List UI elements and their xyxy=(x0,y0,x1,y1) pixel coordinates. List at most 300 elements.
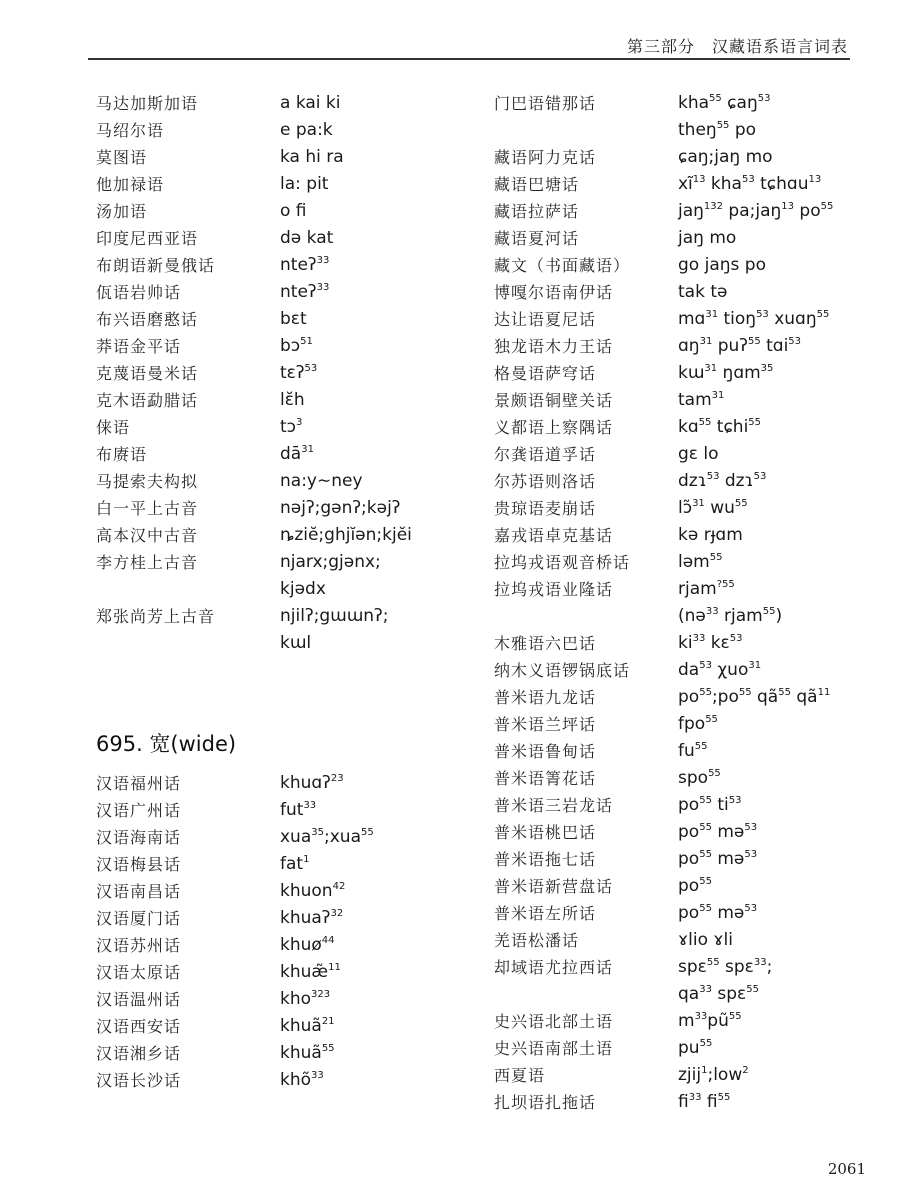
lexicon-entry xyxy=(96,905,476,932)
lexicon-entry xyxy=(494,954,864,981)
language-name: 景颇语铜壁关话 xyxy=(494,391,614,410)
language-name: 汉语广州话 xyxy=(96,801,182,820)
language-name: 俫语 xyxy=(96,418,131,437)
form-segment: tak tə xyxy=(678,282,728,302)
tone-superscript: 33 xyxy=(303,800,317,811)
lexicon-entry xyxy=(96,959,476,986)
form-segment: po xyxy=(794,201,821,221)
lexicon-entry xyxy=(96,932,476,959)
form-segment: xĩ xyxy=(678,174,693,194)
lexicon-entry xyxy=(494,1035,864,1062)
language-name: 普米语九龙话 xyxy=(494,688,597,707)
tone-superscript: 55 xyxy=(746,984,759,995)
language-name: 普米语新营盘话 xyxy=(494,877,614,896)
form-segment: nəjʔ;gənʔ;kəjʔ xyxy=(280,498,401,518)
word-form xyxy=(280,824,374,851)
language-name: 克木语勐腊话 xyxy=(96,391,199,410)
lexicon-entry xyxy=(494,684,864,711)
word-form xyxy=(678,630,742,657)
lexicon-entry xyxy=(96,198,476,225)
word-form xyxy=(678,117,756,144)
tone-superscript: 31 xyxy=(699,336,713,347)
language-name: 布朗语新曼俄话 xyxy=(96,256,216,275)
form-segment: o fi xyxy=(280,201,307,221)
language-name: 尔龚语道孚话 xyxy=(494,445,597,464)
word-form xyxy=(678,495,748,522)
tone-superscript: 55 xyxy=(699,795,712,806)
word-form xyxy=(678,927,733,954)
word-form xyxy=(678,225,736,252)
form-segment: tɕhɑu xyxy=(754,174,809,194)
language-name: 史兴语北部土语 xyxy=(494,1012,614,1031)
form-segment: jaŋ mo xyxy=(678,228,737,248)
word-form xyxy=(678,1089,730,1116)
word-form xyxy=(678,387,724,414)
form-segment: kə rɟɑm xyxy=(678,525,743,545)
word-form xyxy=(280,144,344,171)
language-name: 印度尼西亚语 xyxy=(96,229,199,248)
tone-superscript: 55 xyxy=(699,687,712,698)
word-form xyxy=(280,441,314,468)
tone-superscript: 55 xyxy=(699,903,712,914)
running-header: 第三部分 汉藏语系语言词表 xyxy=(626,37,848,56)
header-rule xyxy=(88,58,850,60)
form-segment: mə xyxy=(711,822,745,842)
form-segment: ; xyxy=(766,957,773,977)
form-segment: ki xyxy=(678,633,693,653)
lexicon-entry xyxy=(494,657,864,684)
lexicon-entry xyxy=(96,824,476,851)
word-form xyxy=(280,932,335,959)
tone-superscript: 33 xyxy=(753,957,767,968)
tone-superscript: 31 xyxy=(705,309,719,320)
word-form xyxy=(678,765,721,792)
language-name: 汉语海南话 xyxy=(96,828,182,847)
language-name: 格曼语萨穹话 xyxy=(494,364,597,383)
word-form xyxy=(678,90,770,117)
lexicon-entry xyxy=(494,279,864,306)
form-segment: mə xyxy=(711,849,745,869)
lexicon-entry xyxy=(96,770,476,797)
form-segment: na:y∼ney xyxy=(280,471,363,491)
language-name: 普米语兰坪话 xyxy=(494,715,597,734)
word-form xyxy=(280,90,340,117)
form-segment: mə xyxy=(711,903,745,923)
form-segment: də kat xyxy=(280,228,334,248)
tone-superscript: 55 xyxy=(709,93,722,104)
form-segment: fut xyxy=(280,800,304,820)
tone-superscript: 55 xyxy=(734,498,748,509)
word-form xyxy=(280,878,345,905)
tone-superscript: 55 xyxy=(728,1011,742,1022)
tone-superscript: 55 xyxy=(716,120,730,131)
language-name: 西夏语 xyxy=(494,1066,546,1085)
form-segment: puʔ xyxy=(712,336,748,356)
tone-superscript: 55 xyxy=(816,309,830,320)
form-segment: fi xyxy=(678,1092,689,1112)
lexicon-entry xyxy=(96,603,476,630)
word-form xyxy=(280,1040,335,1067)
form-segment: dā xyxy=(280,444,302,464)
form-segment: tɛʔ xyxy=(280,363,305,383)
form-segment: kho xyxy=(280,989,312,1009)
tone-superscript: 55 xyxy=(699,1038,713,1049)
word-form xyxy=(678,792,741,819)
word-form xyxy=(280,279,329,306)
word-form xyxy=(280,117,333,144)
tone-superscript: 55 xyxy=(699,822,712,833)
tone-superscript: 53 xyxy=(741,174,755,185)
word-form xyxy=(678,360,773,387)
lexicon-entry xyxy=(494,576,864,603)
form-segment: ) xyxy=(775,606,783,626)
form-segment: po xyxy=(678,687,700,707)
word-form xyxy=(678,711,718,738)
form-segment: kɯ xyxy=(678,363,705,383)
tone-superscript: 55 xyxy=(694,741,708,752)
language-name: 汤加语 xyxy=(96,202,148,221)
lexicon-entry xyxy=(96,414,476,441)
form-segment: tɕhi xyxy=(711,417,749,437)
tone-superscript: 55 xyxy=(762,606,776,617)
form-segment: bɛt xyxy=(280,309,307,329)
lexicon-entry xyxy=(494,765,864,792)
form-segment: rjam xyxy=(718,606,763,626)
form-segment: qã xyxy=(790,687,818,707)
left-column-entries xyxy=(96,90,476,657)
tone-superscript: 323 xyxy=(311,989,331,1000)
tone-superscript: 53 xyxy=(304,363,318,374)
tone-superscript: 53 xyxy=(756,309,769,320)
language-name: 普米语桃巴话 xyxy=(494,823,597,842)
tone-superscript: 55 xyxy=(706,957,720,968)
language-name: 郑张尚芳上古音 xyxy=(96,607,216,626)
tone-superscript: 55 xyxy=(699,876,712,887)
tone-superscript: 1 xyxy=(701,1065,708,1076)
language-name: 贵琼语麦崩话 xyxy=(494,499,597,518)
language-name: 史兴语南部土语 xyxy=(494,1039,614,1058)
language-name: 李方桂上古音 xyxy=(96,553,199,572)
tone-superscript: ?55 xyxy=(716,579,735,590)
language-name: 博嘎尔语南伊话 xyxy=(494,283,614,302)
tone-superscript: 53 xyxy=(744,822,758,833)
lexicon-entry xyxy=(494,333,864,360)
form-segment: tioŋ xyxy=(718,309,757,329)
word-form xyxy=(280,1067,324,1094)
form-segment: spo xyxy=(678,768,709,788)
language-name: 藏语夏河话 xyxy=(494,229,580,248)
lexicon-entry xyxy=(96,225,476,252)
form-segment: wu xyxy=(704,498,735,518)
wide-section-entries xyxy=(96,770,476,1094)
section-title: 695. 宽(wide) xyxy=(96,732,237,756)
word-form xyxy=(678,414,761,441)
language-name: 普米语左所话 xyxy=(494,904,597,923)
tone-superscript: 55 xyxy=(321,1043,335,1054)
form-segment: ɕaŋ;jaŋ mo xyxy=(678,147,773,167)
form-segment: tɔ xyxy=(280,417,297,437)
word-form xyxy=(678,954,772,981)
word-form xyxy=(678,468,766,495)
form-segment: pu xyxy=(678,1038,700,1058)
form-segment: kha xyxy=(705,174,742,194)
word-form xyxy=(280,198,307,225)
word-form xyxy=(678,900,757,927)
word-form xyxy=(280,468,363,495)
lexicon-entry xyxy=(494,711,864,738)
tone-superscript: 31 xyxy=(748,660,762,671)
form-segment: ɑŋ xyxy=(678,336,700,356)
language-name: 布赓语 xyxy=(96,445,148,464)
language-name: 普米语鲁甸话 xyxy=(494,742,597,761)
language-name: 拉坞戎语业隆话 xyxy=(494,580,614,599)
lexicon-entry xyxy=(96,1013,476,1040)
word-form xyxy=(678,549,722,576)
lexicon-entry xyxy=(494,792,864,819)
tone-superscript: 31 xyxy=(704,363,718,374)
language-name: 扎坝语扎拖话 xyxy=(494,1093,597,1112)
tone-superscript: 13 xyxy=(692,174,706,185)
form-segment: khuã xyxy=(280,1016,322,1036)
language-name: 嘉戎语卓克基话 xyxy=(494,526,614,545)
language-name: 他加禄语 xyxy=(96,175,165,194)
form-segment: da xyxy=(678,660,700,680)
language-name: 汉语温州话 xyxy=(96,990,182,1009)
word-form xyxy=(678,198,833,225)
form-segment: mɑ xyxy=(678,309,706,329)
form-segment: spɛ xyxy=(711,984,747,1004)
tone-superscript: 13 xyxy=(781,201,795,212)
language-name: 高本汉中古音 xyxy=(96,526,199,545)
word-form xyxy=(678,873,712,900)
form-segment: go jaŋs po xyxy=(678,255,766,275)
form-segment: po xyxy=(729,120,757,140)
word-form xyxy=(280,522,412,549)
tone-superscript: 31 xyxy=(692,498,705,509)
tone-superscript: 53 xyxy=(699,660,712,671)
form-segment: ləm xyxy=(678,552,710,572)
form-segment: kjədx xyxy=(280,579,326,599)
form-segment: po xyxy=(678,876,700,896)
form-segment: kɑ xyxy=(678,417,699,437)
lexicon-entry xyxy=(494,900,864,927)
tone-superscript: 55 xyxy=(748,417,762,428)
word-form xyxy=(280,603,388,630)
form-segment: khuæ̃ xyxy=(280,962,329,982)
tone-superscript: 53 xyxy=(753,471,767,482)
lexicon-entry xyxy=(494,738,864,765)
word-form xyxy=(678,279,727,306)
tone-superscript: 1 xyxy=(303,854,310,865)
form-segment: njilʔ;gɯɯnʔ; xyxy=(280,606,389,626)
lexicon-entry xyxy=(494,873,864,900)
form-segment: lɛ̆h xyxy=(280,390,305,410)
form-segment: χuo xyxy=(711,660,749,680)
form-segment: ;po xyxy=(711,687,739,707)
tone-superscript: 55 xyxy=(747,336,761,347)
language-name: 马达加斯加语 xyxy=(96,94,199,113)
word-form xyxy=(280,225,333,252)
language-name: 汉语太原话 xyxy=(96,963,182,982)
form-segment: fat xyxy=(280,854,304,874)
word-form xyxy=(678,252,766,279)
tone-superscript: 11 xyxy=(817,687,831,698)
word-form xyxy=(678,657,761,684)
word-form xyxy=(678,441,719,468)
word-form xyxy=(678,576,735,603)
word-form xyxy=(280,495,401,522)
lexicon-entry xyxy=(494,630,864,657)
lexicon-entry xyxy=(96,576,476,603)
tone-superscript: 33 xyxy=(694,1011,708,1022)
lexicon-entry xyxy=(494,252,864,279)
tone-superscript: 55 xyxy=(738,687,752,698)
language-name: 白一平上古音 xyxy=(96,499,199,518)
form-segment: jaŋ xyxy=(678,201,704,221)
word-form xyxy=(678,306,829,333)
form-segment: kha xyxy=(678,93,710,113)
tone-superscript: 2 xyxy=(742,1065,749,1076)
lexicon-entry xyxy=(494,603,864,630)
word-form xyxy=(280,986,330,1013)
form-segment: theŋ xyxy=(678,120,717,140)
lexicon-entry xyxy=(96,144,476,171)
language-name: 克蔑语曼米话 xyxy=(96,364,199,383)
lexicon-entry xyxy=(494,495,864,522)
form-segment: m xyxy=(678,1011,695,1031)
language-name: 普米语拖七话 xyxy=(494,850,597,869)
form-segment: khuɑʔ xyxy=(280,773,331,793)
tone-superscript: 55 xyxy=(699,849,712,860)
lexicon-entry xyxy=(96,279,476,306)
form-segment: gɛ lo xyxy=(678,444,719,464)
lexicon-entry xyxy=(494,144,864,171)
word-form xyxy=(678,333,801,360)
tone-superscript: 51 xyxy=(300,336,313,347)
form-segment: ŋɑm xyxy=(717,363,761,383)
lexicon-entry xyxy=(96,986,476,1013)
tone-superscript: 33 xyxy=(688,1092,702,1103)
form-segment: rjam xyxy=(678,579,717,599)
word-form xyxy=(280,360,317,387)
form-segment: dzɿ xyxy=(719,471,754,491)
tone-superscript: 53 xyxy=(757,93,771,104)
form-segment: a kai ki xyxy=(280,93,341,113)
tone-superscript: 33 xyxy=(692,633,706,644)
language-name: 尔苏语则洛话 xyxy=(494,472,597,491)
lexicon-entry xyxy=(494,306,864,333)
form-segment: kɛ xyxy=(705,633,730,653)
word-form xyxy=(280,549,381,576)
lexicon-entry xyxy=(494,846,864,873)
right-column-entries xyxy=(494,90,864,1116)
tone-superscript: 55 xyxy=(698,417,712,428)
lexicon-entry xyxy=(96,549,476,576)
lexicon-entry xyxy=(494,819,864,846)
form-segment: njarx;gjənx; xyxy=(280,552,381,572)
tone-superscript: 55 xyxy=(778,687,791,698)
form-segment: ;xua xyxy=(324,827,361,847)
form-segment: ka hi ra xyxy=(280,147,344,167)
lexicon-entry xyxy=(494,414,864,441)
lexicon-entry xyxy=(96,441,476,468)
form-segment: (nə xyxy=(678,606,706,626)
form-segment: khuaʔ xyxy=(280,908,331,928)
lexicon-entry xyxy=(96,306,476,333)
language-name: 拉坞戎语观音桥话 xyxy=(494,553,631,572)
tone-superscript: 132 xyxy=(703,201,724,212)
language-name: 佤语岩帅话 xyxy=(96,283,182,302)
language-name: 藏语阿力克话 xyxy=(494,148,597,167)
lexicon-entry xyxy=(96,522,476,549)
word-form xyxy=(280,905,343,932)
lexicon-entry xyxy=(96,468,476,495)
form-segment: zjij xyxy=(678,1065,702,1085)
form-segment: fu xyxy=(678,741,695,761)
word-form xyxy=(280,171,328,198)
form-segment: khõ xyxy=(280,1070,312,1090)
tone-superscript: 33 xyxy=(311,1070,324,1081)
language-name: 达让语夏尼话 xyxy=(494,310,597,329)
language-name: 汉语梅县话 xyxy=(96,855,182,874)
language-name: 却域语尤拉西话 xyxy=(494,958,614,977)
tone-superscript: 35 xyxy=(311,827,324,838)
lexicon-entry xyxy=(96,252,476,279)
tone-superscript: 55 xyxy=(717,1092,731,1103)
lexicon-entry xyxy=(494,225,864,252)
form-segment: fpo xyxy=(678,714,706,734)
form-segment: lɔ̃ xyxy=(678,498,693,518)
form-segment: nteʔ xyxy=(280,282,317,302)
word-form xyxy=(280,576,326,603)
form-segment: tam xyxy=(678,390,712,410)
lexicon-entry xyxy=(96,387,476,414)
lexicon-entry xyxy=(96,171,476,198)
lexicon-entry xyxy=(494,981,864,1008)
tone-superscript: 3 xyxy=(296,417,303,428)
form-segment: po xyxy=(678,822,700,842)
form-segment: xuɑŋ xyxy=(768,309,817,329)
word-form xyxy=(678,846,757,873)
form-segment: fi xyxy=(701,1092,718,1112)
tone-superscript: 31 xyxy=(711,390,725,401)
form-segment: ɕaŋ xyxy=(721,93,758,113)
language-name: 义都语上察隅话 xyxy=(494,418,614,437)
word-form xyxy=(280,414,302,441)
lexicon-entry xyxy=(494,171,864,198)
lexicon-entry xyxy=(96,90,476,117)
tone-superscript: 53 xyxy=(706,471,720,482)
language-name: 汉语福州话 xyxy=(96,774,182,793)
form-segment: qa xyxy=(678,984,700,1004)
form-segment: spɛ xyxy=(719,957,754,977)
form-segment: kɯl xyxy=(280,633,312,653)
form-segment: e pa:k xyxy=(280,120,333,140)
lexicon-entry xyxy=(96,1067,476,1094)
word-form xyxy=(678,1008,742,1035)
form-segment: khuø xyxy=(280,935,322,955)
language-name: 纳木义语锣锅底话 xyxy=(494,661,631,680)
word-form xyxy=(678,522,743,549)
lexicon-entry xyxy=(494,90,864,117)
tone-superscript: 33 xyxy=(316,282,330,293)
lexicon-entry xyxy=(96,797,476,824)
tone-superscript: 53 xyxy=(744,903,758,914)
form-segment: la: pit xyxy=(280,174,329,194)
form-segment: tɑi xyxy=(760,336,789,356)
form-segment: xua xyxy=(280,827,312,847)
language-name: 藏语拉萨话 xyxy=(494,202,580,221)
